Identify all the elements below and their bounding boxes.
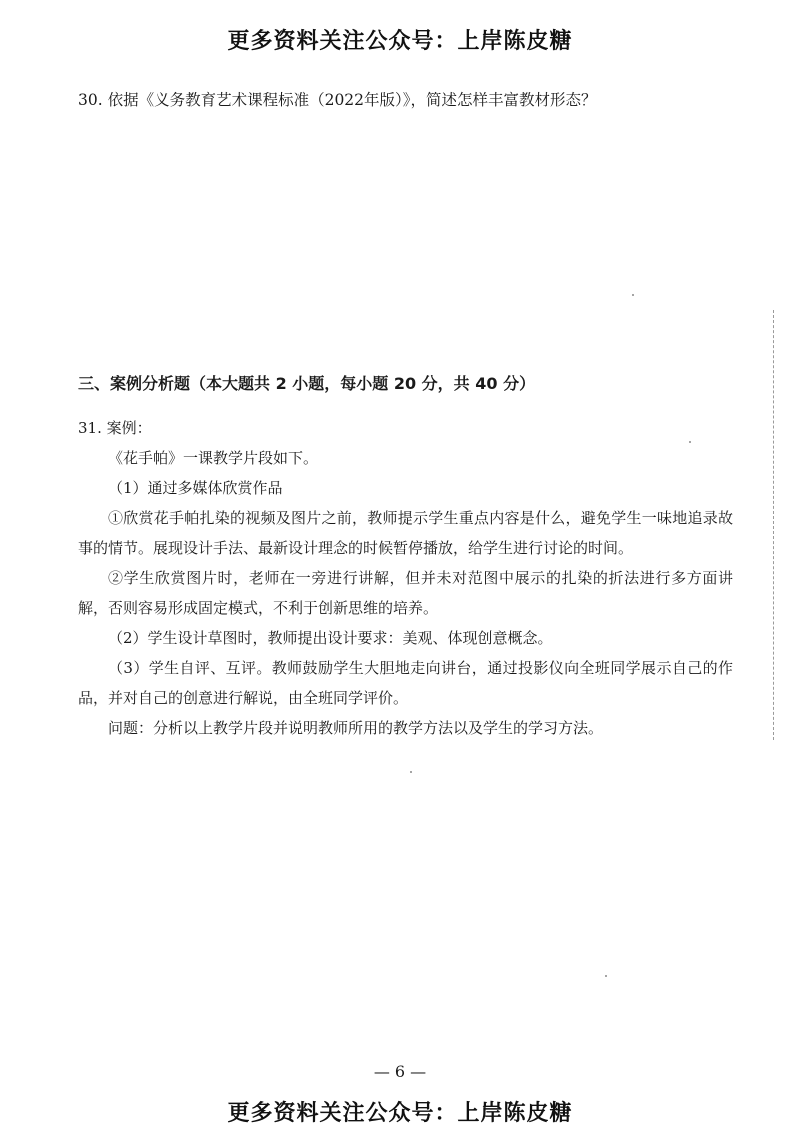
case-paragraph: 《花手帕》一课教学片段如下。 — [108, 449, 319, 467]
case-paragraph: （1）通过多媒体欣赏作品 — [108, 479, 283, 497]
case-question: 问题：分析以上教学片段并说明教师所用的教学方法以及学生的学习方法。 — [108, 719, 604, 737]
question-30: 30. 依据《义务教育艺术课程标准（2022年版）》，简述怎样丰富教材形态？ — [78, 91, 597, 109]
scan-speck — [410, 771, 412, 773]
binding-margin-line — [773, 310, 774, 740]
page-number: — 6 — — [373, 1062, 427, 1081]
case-paragraph: ②学生欣赏图片时，老师在一旁进行讲解，但并未对范图中展示的扎染的折法进行多方面讲解，否则容易形成固定模式，不利于创新思维的培养。 — [78, 569, 733, 617]
case-paragraph: （2）学生设计草图时，教师提出设计要求：美观、体现创意概念。 — [108, 629, 553, 647]
scan-speck — [632, 294, 634, 296]
header-banner: 更多资料关注公众号：上岸陈皮糖 — [227, 29, 573, 54]
case-paragraph: （3）学生自评、互评。教师鼓励学生大胆地走向讲台，通过投影仪向全班同学展示自己的作品，并对自己的创意进行解说，由全班同学评价。 — [78, 659, 733, 707]
footer-banner: 更多资料关注公众号：上岸陈皮糖 — [227, 1101, 573, 1126]
scan-speck — [689, 441, 691, 443]
scan-speck — [605, 975, 607, 977]
case-paragraph: ①欣赏花手帕扎染的视频及图片之前，教师提示学生重点内容是什么，避免学生一味地追录故事的情节。展现设计手法、最新设计理念的时候暂停播放，给学生进行讨论的时间。 — [78, 509, 733, 557]
question-31-label: 31. 案例： — [78, 419, 152, 437]
section-title-case-analysis: 三、案例分析题（本大题共 2 小题，每小题 20 分，共 40 分） — [78, 374, 536, 393]
question-31 — [78, 413, 733, 743]
